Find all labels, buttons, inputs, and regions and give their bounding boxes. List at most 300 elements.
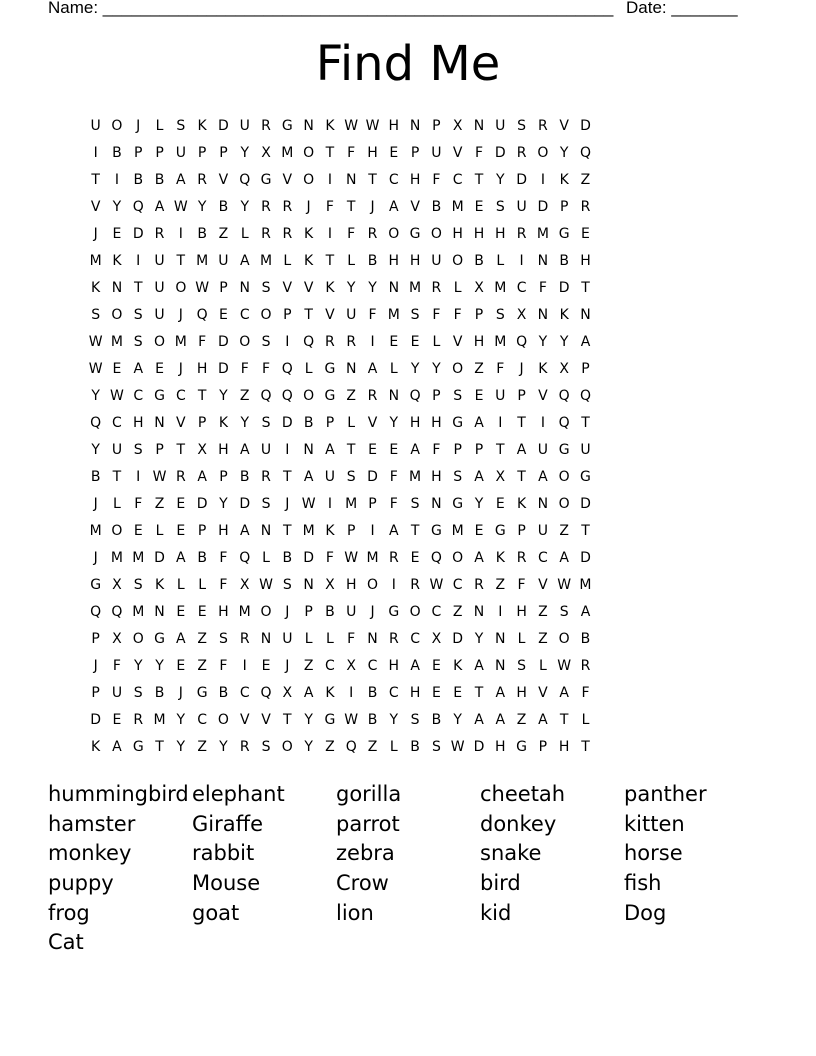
grid-letter: R	[516, 145, 527, 161]
grid-letter: G	[154, 388, 165, 404]
grid-letter: L	[347, 415, 356, 431]
grid-letter: F	[198, 334, 207, 350]
grid-row	[85, 437, 733, 464]
grid-letter: G	[196, 685, 208, 701]
grid-letter: L	[432, 334, 441, 350]
grid-letter: F	[325, 199, 334, 215]
grid-letter: H	[388, 658, 400, 674]
grid-letter: K	[91, 739, 101, 755]
grid-letter: S	[559, 604, 569, 620]
grid-row	[85, 707, 733, 734]
grid-letter: J	[136, 118, 141, 134]
grid-letter: D	[239, 496, 251, 512]
word-list-item: panther	[624, 782, 707, 806]
grid-letter: G	[132, 739, 144, 755]
grid-letter: G	[516, 739, 528, 755]
grid-letter: I	[285, 442, 290, 458]
grid-letter: A	[495, 712, 506, 728]
grid-letter: K	[218, 415, 229, 431]
grid-letter: X	[516, 307, 527, 323]
word-list-item: puppy	[48, 871, 114, 896]
grid-letter: Q	[90, 415, 102, 431]
grid-letter: Y	[240, 199, 249, 215]
grid-letter: P	[559, 199, 569, 215]
grid-letter: L	[517, 631, 526, 647]
grid-letter: M	[451, 523, 464, 539]
grid-letter: I	[327, 496, 332, 512]
grid-letter: Y	[176, 739, 186, 755]
grid-letter: T	[304, 307, 313, 323]
grid-letter: L	[176, 577, 185, 593]
word-list-item: Cat	[48, 930, 84, 955]
grid-letter: A	[176, 631, 186, 647]
grid-letter: Y	[304, 712, 313, 728]
grid-letter: Q	[430, 550, 442, 566]
grid-letter: W	[344, 118, 359, 134]
grid-letter: D	[90, 712, 102, 728]
grid-letter: Q	[90, 604, 102, 620]
grid-letter: A	[367, 361, 378, 377]
grid-row	[85, 113, 733, 140]
grid-letter: M	[132, 604, 145, 620]
grid-letter: V	[282, 280, 293, 296]
grid-letter: P	[432, 118, 441, 134]
grid-letter: Y	[474, 631, 484, 647]
grid-letter: X	[474, 280, 484, 296]
grid-letter: A	[176, 550, 186, 566]
grid-letter: Y	[176, 712, 186, 728]
grid-letter: Y	[155, 658, 164, 674]
grid-letter: M	[536, 226, 549, 242]
grid-letter: A	[239, 523, 250, 539]
grid-letter: F	[112, 658, 121, 674]
grid-letter: M	[89, 523, 102, 539]
grid-letter: O	[303, 145, 315, 161]
grid-letter: A	[239, 253, 250, 269]
grid-letter: R	[261, 226, 271, 242]
grid-letter: W	[344, 712, 359, 728]
grid-letter: E	[453, 685, 463, 701]
grid-letter: Q	[558, 388, 570, 404]
grid-letter: T	[133, 280, 143, 296]
grid-letter: F	[261, 361, 271, 377]
page-title: Find Me	[315, 36, 501, 92]
grid-letter: B	[367, 685, 378, 701]
grid-letter: O	[452, 550, 464, 566]
grid-letter: Y	[559, 145, 569, 161]
word-list-item: Crow	[336, 871, 389, 896]
grid-letter: W	[450, 739, 465, 755]
grid-letter: D	[218, 361, 229, 377]
grid-letter: E	[368, 442, 377, 458]
grid-letter: O	[111, 118, 123, 134]
word-list-item: lion	[336, 900, 374, 925]
grid-letter: S	[133, 442, 143, 458]
grid-letter: S	[133, 307, 143, 323]
grid-letter: I	[370, 334, 375, 350]
grid-letter: O	[175, 280, 187, 296]
grid-letter: H	[345, 577, 357, 593]
grid-letter: P	[155, 442, 164, 458]
grid-letter: V	[538, 577, 548, 593]
grid-letter: M	[132, 550, 145, 566]
grid-letter: W	[173, 199, 188, 215]
grid-letter: S	[517, 658, 527, 674]
grid-letter: A	[303, 469, 314, 485]
grid-letter: A	[197, 469, 207, 485]
grid-letter: T	[283, 523, 292, 539]
grid-letter: E	[112, 361, 122, 377]
grid-letter: Y	[219, 739, 228, 755]
grid-letter: U	[431, 145, 442, 161]
grid-letter: S	[133, 334, 143, 350]
grid-letter: T	[581, 415, 590, 431]
grid-letter: D	[473, 739, 485, 755]
grid-letter: Y	[453, 712, 462, 728]
grid-letter: N	[537, 496, 549, 512]
grid-letter: V	[559, 118, 569, 134]
grid-letter: N	[154, 604, 165, 620]
grid-letter: Z	[239, 388, 250, 404]
grid-letter: D	[196, 496, 208, 512]
grid-letter: A	[303, 685, 314, 701]
grid-letter: P	[219, 469, 228, 485]
grid-letter: H	[431, 415, 442, 431]
grid-letter: T	[346, 199, 356, 215]
grid-letter: W	[152, 469, 167, 485]
grid-row	[85, 140, 733, 167]
grid-letter: A	[133, 361, 144, 377]
grid-letter: L	[113, 496, 121, 512]
grid-letter: F	[347, 631, 356, 647]
word-list-item: Dog	[624, 900, 667, 925]
grid-letter: B	[325, 604, 335, 620]
grid-letter: P	[304, 604, 313, 620]
grid-letter: L	[155, 523, 164, 539]
grid-row	[85, 491, 733, 518]
grid-letter: J	[93, 550, 98, 566]
grid-letter: Q	[260, 685, 272, 701]
grid-letter: W	[301, 496, 316, 512]
grid-letter: A	[559, 685, 569, 701]
word-list-item: gorilla	[336, 782, 402, 806]
grid-letter: Q	[281, 388, 293, 404]
grid-letter: L	[304, 631, 313, 647]
grid-letter: P	[538, 739, 548, 755]
grid-letter: Y	[496, 172, 505, 188]
grid-letter: I	[136, 253, 141, 269]
grid-letter: J	[178, 361, 183, 377]
grid-letter: Q	[516, 334, 528, 350]
grid-letter: S	[495, 307, 505, 323]
grid-letter: B	[431, 712, 442, 728]
grid-letter: C	[197, 712, 208, 728]
grid-letter: N	[111, 280, 123, 296]
grid-letter: A	[474, 469, 484, 485]
grid-letter: Y	[219, 388, 228, 404]
grid-letter: X	[112, 631, 122, 647]
grid-row	[85, 518, 733, 545]
grid-letter: T	[474, 685, 484, 701]
word-list-item: zebra	[336, 841, 395, 866]
grid-letter: B	[154, 685, 165, 701]
grid-letter: N	[154, 415, 165, 431]
grid-letter: D	[218, 334, 229, 350]
grid-letter: B	[218, 199, 229, 215]
grid-letter: E	[389, 145, 399, 161]
grid-letter: H	[409, 172, 421, 188]
grid-letter: Z	[516, 712, 527, 728]
grid-letter: M	[238, 604, 251, 620]
grid-letter: G	[281, 118, 293, 134]
grid-letter: L	[389, 739, 398, 755]
grid-letter: N	[495, 658, 506, 674]
grid-letter: K	[325, 685, 335, 701]
grid-letter: O	[558, 469, 570, 485]
grid-letter: J	[93, 658, 98, 674]
grid-letter: F	[347, 226, 356, 242]
grid-letter: Y	[410, 361, 420, 377]
grid-letter: Y	[240, 415, 249, 431]
grid-letter: K	[453, 658, 463, 674]
grid-letter: I	[391, 577, 396, 593]
grid-letter: Y	[133, 658, 143, 674]
grid-letter: J	[93, 496, 98, 512]
grid-letter: X	[261, 145, 271, 161]
grid-letter: A	[389, 199, 399, 215]
grid-letter: A	[580, 334, 591, 350]
grid-letter: H	[409, 415, 421, 431]
grid-letter: I	[327, 226, 332, 242]
grid-letter: Y	[474, 496, 484, 512]
grid-letter: G	[558, 442, 570, 458]
grid-letter: R	[516, 550, 527, 566]
grid-letter: G	[388, 604, 400, 620]
grid-letter: L	[198, 577, 207, 593]
grid-letter: F	[432, 172, 441, 188]
grid-letter: Q	[239, 550, 251, 566]
grid-letter: B	[197, 550, 207, 566]
grid-letter: H	[367, 145, 378, 161]
grid-letter: P	[219, 145, 228, 161]
grid-letter: Y	[240, 145, 249, 161]
grid-letter: A	[239, 442, 250, 458]
grid-letter: S	[410, 307, 420, 323]
grid-letter: A	[516, 442, 527, 458]
grid-letter: R	[197, 172, 207, 188]
grid-letter: M	[579, 577, 592, 593]
grid-letter: Z	[367, 739, 378, 755]
grid-letter: P	[197, 415, 207, 431]
grid-letter: Z	[154, 496, 165, 512]
grid-letter: X	[431, 631, 442, 647]
grid-letter: C	[537, 550, 548, 566]
grid-letter: O	[260, 307, 272, 323]
grid-letter: Q	[579, 145, 591, 161]
grid-row	[85, 356, 733, 383]
grid-letter: M	[451, 199, 464, 215]
grid-letter: R	[410, 577, 420, 593]
grid-row	[85, 734, 733, 761]
grid-letter: A	[538, 712, 548, 728]
grid-letter: Z	[197, 658, 207, 674]
grid-letter: T	[581, 739, 590, 755]
grid-letter: D	[580, 550, 591, 566]
grid-letter: K	[304, 226, 314, 242]
grid-letter: E	[197, 604, 207, 620]
grid-letter: L	[262, 550, 270, 566]
grid-letter: L	[581, 712, 590, 728]
grid-letter: L	[538, 658, 547, 674]
grid-letter: U	[537, 523, 548, 539]
grid-letter: Q	[239, 172, 251, 188]
grid-letter: T	[496, 442, 505, 458]
grid-letter: W	[557, 658, 572, 674]
grid-letter: H	[218, 523, 229, 539]
grid-letter: S	[133, 577, 143, 593]
grid-letter: K	[197, 118, 207, 134]
grid-letter: L	[304, 361, 313, 377]
grid-letter: O	[452, 253, 464, 269]
grid-letter: V	[452, 334, 463, 350]
grid-letter: E	[176, 604, 186, 620]
grid-letter: H	[218, 442, 229, 458]
grid-row	[85, 248, 733, 275]
grid-letter: L	[453, 280, 462, 296]
grid-letter: T	[325, 253, 335, 269]
grid-letter: I	[114, 172, 120, 188]
grid-letter: U	[324, 469, 336, 485]
grid-letter: D	[281, 415, 293, 431]
grid-letter: U	[154, 307, 165, 323]
grid-letter: R	[388, 631, 399, 647]
grid-row	[85, 329, 733, 356]
grid-letter: A	[474, 658, 484, 674]
grid-letter: V	[176, 415, 186, 431]
grid-letter: Z	[538, 604, 548, 620]
grid-letter: M	[494, 334, 507, 350]
word-list-item: goat	[192, 900, 240, 925]
grid-letter: I	[349, 685, 354, 701]
grid-row	[85, 194, 733, 221]
grid-letter: R	[580, 658, 591, 674]
grid-letter: A	[112, 739, 122, 755]
word-list-item: kitten	[624, 811, 685, 836]
grid-letter: O	[111, 523, 123, 539]
grid-letter: R	[367, 226, 378, 242]
grid-letter: C	[516, 280, 527, 296]
grid-letter: X	[495, 469, 506, 485]
grid-letter: P	[346, 523, 356, 539]
grid-letter: G	[452, 415, 464, 431]
grid-letter: J	[178, 685, 183, 701]
grid-letter: U	[218, 253, 229, 269]
grid-letter: N	[388, 388, 400, 404]
grid-letter: N	[239, 280, 250, 296]
word-list-item: cheetah	[480, 782, 566, 806]
grid-letter: U	[260, 442, 272, 458]
word-list-item: elephant	[192, 782, 285, 806]
grid-letter: R	[261, 118, 271, 134]
grid-letter: J	[285, 604, 290, 620]
grid-letter: R	[239, 739, 250, 755]
grid-letter: Z	[197, 739, 207, 755]
grid-letter: E	[176, 523, 186, 539]
grid-letter: O	[303, 388, 315, 404]
grid-letter: C	[367, 658, 378, 674]
grid-letter: Q	[409, 388, 421, 404]
grid-letter: F	[517, 577, 526, 593]
grid-letter: W	[344, 550, 359, 566]
grid-letter: S	[261, 739, 271, 755]
grid-letter: X	[559, 361, 569, 377]
grid-letter: G	[430, 523, 442, 539]
grid-letter: H	[431, 469, 442, 485]
grid-letter: Q	[196, 307, 208, 323]
grid-letter: E	[176, 658, 186, 674]
grid-letter: Z	[303, 658, 314, 674]
grid-letter: Y	[197, 199, 207, 215]
grid-letter: I	[93, 145, 98, 161]
grid-letter: D	[537, 199, 549, 215]
grid-letter: I	[498, 415, 503, 431]
grid-letter: G	[558, 226, 570, 242]
grid-letter: S	[261, 496, 271, 512]
grid-letter: C	[175, 388, 186, 404]
grid-letter: Y	[304, 739, 313, 755]
grid-letter: Z	[538, 631, 548, 647]
grid-letter: U	[580, 442, 591, 458]
grid-letter: J	[306, 199, 311, 215]
word-list	[48, 780, 768, 958]
grid-letter: C	[410, 631, 420, 647]
grid-letter: M	[110, 550, 123, 566]
grid-letter: G	[324, 388, 336, 404]
grid-letter: W	[429, 577, 444, 593]
grid-row	[85, 653, 733, 680]
grid-letter: S	[495, 199, 505, 215]
date-field-label: Date: _______	[626, 0, 738, 17]
grid-letter: V	[367, 415, 378, 431]
grid-letter: G	[154, 631, 165, 647]
grid-letter: S	[282, 577, 292, 593]
grid-letter: P	[91, 685, 100, 701]
grid-letter: U	[516, 199, 527, 215]
grid-letter: A	[495, 685, 506, 701]
grid-letter: F	[368, 307, 377, 323]
grid-letter: X	[452, 118, 463, 134]
grid-letter: V	[452, 145, 463, 161]
grid-letter: V	[410, 199, 420, 215]
grid-letter: U	[175, 145, 186, 161]
word-search-grid	[85, 113, 733, 761]
grid-letter: B	[197, 226, 207, 242]
grid-letter: E	[112, 226, 122, 242]
grid-letter: Y	[91, 442, 100, 458]
grid-letter: C	[239, 307, 250, 323]
grid-letter: V	[261, 712, 271, 728]
grid-letter: B	[90, 469, 101, 485]
grid-letter: B	[282, 550, 293, 566]
grid-letter: R	[538, 118, 548, 134]
grid-letter: O	[452, 361, 464, 377]
grid-letter: A	[389, 523, 399, 539]
grid-letter: F	[432, 307, 441, 323]
grid-letter: J	[285, 658, 290, 674]
grid-letter: S	[133, 685, 143, 701]
grid-letter: P	[474, 442, 484, 458]
grid-letter: Z	[474, 361, 484, 377]
